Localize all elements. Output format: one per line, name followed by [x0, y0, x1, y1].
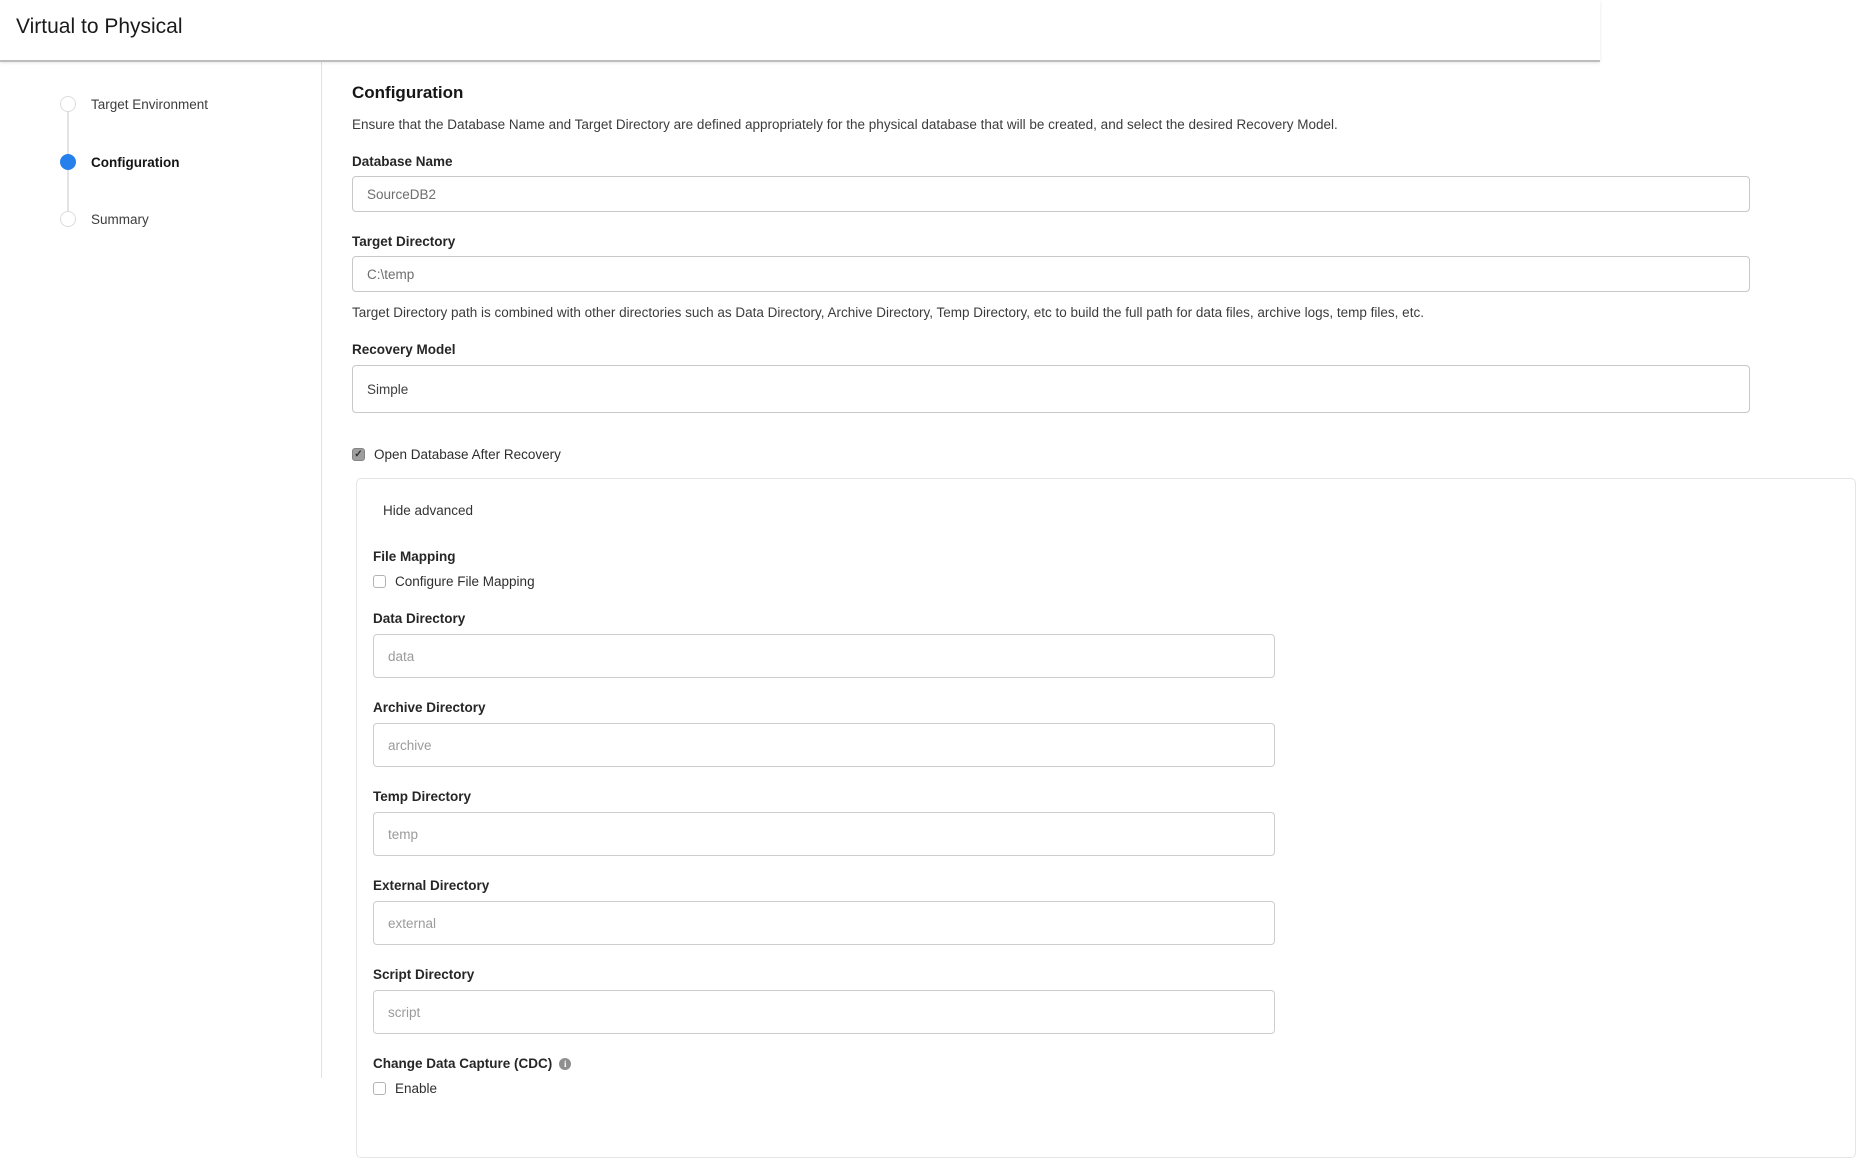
recovery-model-label: Recovery Model	[352, 342, 456, 357]
open-database-after-recovery-row	[352, 447, 1856, 462]
wizard-header	[0, 0, 1600, 62]
cdc-enable-row	[373, 1081, 1855, 1096]
cdc-enable-label: Enable	[395, 1081, 438, 1096]
database-name-input[interactable]	[352, 176, 1750, 212]
data-directory-label: Data Directory	[373, 611, 466, 626]
sidebar-step-configuration[interactable]	[60, 154, 179, 170]
target-directory-input[interactable]	[352, 256, 1750, 292]
temp-directory-input[interactable]	[373, 812, 1275, 856]
sidebar-step-target-environment[interactable]	[60, 96, 208, 112]
sidebar-step-summary[interactable]	[60, 211, 149, 227]
open-database-after-recovery-checkbox[interactable]: ✓	[352, 448, 365, 461]
wizard-title: Virtual to Physical	[16, 15, 183, 38]
cdc-info-icon[interactable]: i	[559, 1058, 571, 1070]
recovery-model-selected-value: Simple	[367, 381, 409, 397]
target-directory-label: Target Directory	[352, 234, 456, 249]
cdc-label-row	[373, 1056, 1855, 1071]
configure-file-mapping-label: Configure File Mapping	[395, 574, 535, 589]
page-title: Configuration	[352, 83, 464, 102]
wizard-body	[0, 62, 1600, 1096]
step-circle-icon	[60, 211, 76, 227]
file-mapping-label: File Mapping	[373, 549, 456, 564]
script-directory-label: Script Directory	[373, 967, 475, 982]
configure-file-mapping-checkbox[interactable]	[373, 575, 386, 588]
target-directory-help-text: Target Directory path is combined with other directories such as Data Directory, Archive Directory, Temp Directory, etc to build the full path for data files, archive logs, temp files, etc.	[352, 305, 1424, 320]
data-directory-input[interactable]	[373, 634, 1275, 678]
configure-file-mapping-row	[373, 574, 1855, 589]
configuration-form	[322, 62, 1856, 1096]
page-description: Ensure that the Database Name and Target Directory are defined appropriately for the physical database that will be created, and select the desired Recovery Model.	[352, 117, 1338, 132]
advanced-settings-panel	[356, 478, 1856, 1158]
script-directory-input[interactable]	[373, 990, 1275, 1034]
archive-directory-label: Archive Directory	[373, 700, 486, 715]
external-directory-label: External Directory	[373, 878, 490, 893]
database-name-label: Database Name	[352, 154, 453, 169]
step-label: Summary	[91, 211, 149, 227]
external-directory-input[interactable]	[373, 901, 1275, 945]
cdc-label: Change Data Capture (CDC)	[373, 1056, 553, 1071]
temp-directory-label: Temp Directory	[373, 789, 472, 804]
open-database-after-recovery-label: Open Database After Recovery	[374, 447, 561, 462]
step-label: Target Environment	[91, 96, 209, 112]
step-sidebar	[0, 62, 322, 1078]
hide-advanced-toggle[interactable]: Hide advanced	[383, 503, 474, 518]
recovery-model-select[interactable]	[352, 365, 1750, 413]
step-label: Configuration	[91, 154, 180, 170]
step-circle-active-icon	[60, 154, 76, 170]
step-circle-icon	[60, 96, 76, 112]
archive-directory-input[interactable]	[373, 723, 1275, 767]
cdc-enable-checkbox[interactable]	[373, 1082, 386, 1095]
